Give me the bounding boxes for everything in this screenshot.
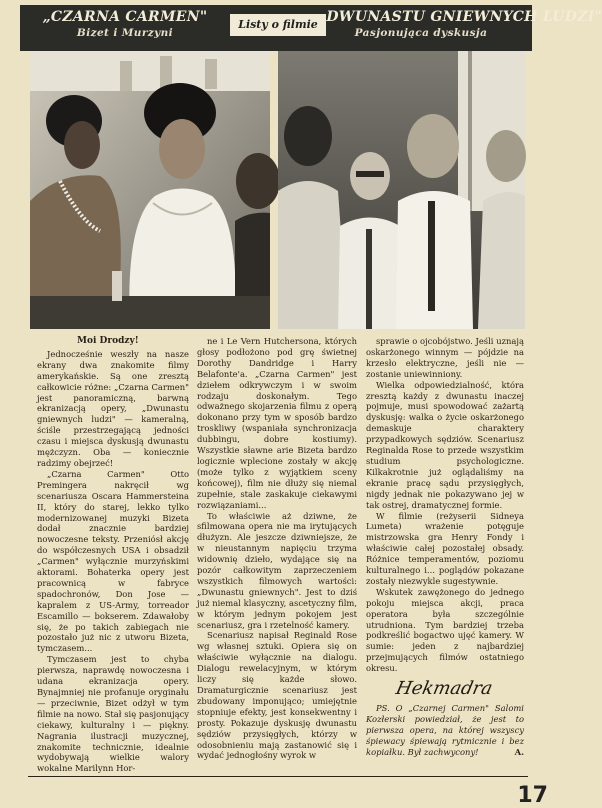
film-still-carmen-jones-photo <box>30 51 270 329</box>
article-column-1 <box>37 336 189 774</box>
paragraph: Wielka odpowiedzialność, która zresztą każdy z dwunastu inaczej pojmuje, musi spowodować zażartą dyskusję: walka o życie oskarżonego demaskuje charaktery przypadkowych sędziów. Scenariusz Reginalda Rose to przede wszystkim studium psychologiczne. Kilkakrotnie już oglądaliśmy na ekranie pracę sądu przysięgłych, nigdy jednak nie pokazywano jej w tak ostrej, dramatycznej formie. <box>366 379 524 510</box>
left-film-subtitle: Bizet i Murzyni <box>76 27 174 39</box>
right-film-subtitle: Pasjonująca dyskusja <box>354 27 488 39</box>
header-left <box>30 9 220 39</box>
paragraph: To właściwie aż dziwne, że sfilmowana opera nie ma irytujących dłużyzn. Ale jeszcze dziwniejsze, że w nieustannym napięciu trzyma widownię dzieło, wydające się na pozór całkowitym zaprzeczeniem wszystkich filmowych wartości: „Dwunastu gniewnych". Jest to dziś już niemal klasyczny, ascetyczny film, w którym jednym pokojem jest scenariusz, gra i rzetelność kamery. <box>197 510 357 630</box>
postscript <box>366 703 524 758</box>
article-column-2 <box>197 336 357 761</box>
paragraph: „Czarna Carmen" Otto Premingera nakręcił wg scenariusza Oscara Hammersteina II, który do starej, lekko tylko modernizowanej muzyki Bizeta dodał znacznie bardziej nowoczesne teksty. Przeniósł akcję do współczesnych USA i obsadził „Carmen" wyłącznie murzyńskimi aktorami. Bohaterka opery jest pracownicą w fabryce spadochronów, Don Jose — kapralem z US-Army, torreador Escamillo — bokserem. Zdawałoby się, że po takich zabiegach nie pozostało już nic z utworu Bizeta, tymczasem... <box>37 468 189 654</box>
film-still-twelve-angry-men-image <box>278 51 525 329</box>
right-film-title: „DWUNASTU GNIEWNYCH LUDZI" <box>318 9 602 25</box>
bottom-rule <box>28 776 528 777</box>
greeting: Moi Drodzy! <box>77 336 139 346</box>
article-body <box>0 336 558 776</box>
paragraph: Wskutek zawężonego do jednego pokoju miejsca akcji, praca operatora była szczególnie utrudniona. Tym bardziej trzeba podkreślić bogactwo ujęć kamery. W sumie: jeden z najbardziej przejmujących filmów ostatniego okresu. <box>366 586 524 674</box>
article-column-3 <box>366 336 524 758</box>
paragraph: Scenariusz napisał Reginald Rose wg własnej sztuki. Opiera się on właściwie wyłącznie na dialogu. Dialogu rewelacyjnym, w którym liczy się każde słowo. Dramaturgicznie scenariusz jest zbudowany imponująco; umiejętnie stopniuje efekty, jest konsekwentny i prosty. Pokazuje dyskusję dwunastu sędziów przysięgłych, którzy w odosobnieniu mają zastanowić się i wydać jednogłośny wyrok w <box>197 630 357 761</box>
section-label: Listy o filmie <box>230 14 326 36</box>
film-still-twelve-angry-men-photo <box>278 51 525 329</box>
paragraph: W filmie (reżyserii Sidneya Lumeta) wrażenie potęguje mistrzowska gra Henry Fondy i właściwie całej pozostałej obsady. Różnice temperamentów, poziomu kulturalnego i... poglądów pokazane zostały niezwykle sugestywnie. <box>366 510 524 586</box>
paragraph: Tymczasem jest to chyba pierwsza, naprawdę nowoczesna i udana ekranizacja opery. Bynajmniej nie profanuje oryginału — przeciwnie, Bizet odżył w tym filmie na nowo. Stał się pasjonujący ciekawy, kulturalny i — piękny. Nagrania ilustracji muzycznej, znakomite technicznie, idealnie wydobywają wielkie walory wokalne Marilynn Hor- <box>37 654 189 774</box>
header-banner <box>20 5 602 51</box>
paragraph: Jednocześnie weszły na nasze ekrany dwa znakomite filmy amerykańskie. Są one zresztą całkowicie różne: „Czarna Carmen" jest panoramiczną, barwną ekranizacją opery, „Dwunastu gniewnych ludzi" — kameralną, ściśle przestrzegającą jedności czasu i miejsca dyskusją dwunastu mężczyzn. Oba — koniecznie radzimy obejrzeć! <box>37 348 189 468</box>
author-signature: Hekmadra <box>393 678 495 700</box>
postscript-initial: A. <box>514 746 524 757</box>
film-still-carmen-jones-image <box>30 51 270 329</box>
photo-strip <box>30 51 525 329</box>
paragraph: ne i Le Vern Hutchersona, których głosy podłożono pod grę świetnej Dorothy Dandridge i Harry Belafonte'a. „Czarna Carmen" jest dziełem odkrywczym i w swoim rodzaju doskonałym. Tego odważnego skojarzenia filmu z operą dokonano przy tym w sposób bardzo troskliwy (wspaniała synchronizacja dubbingu, dobre kostiumy). Wszystkie sławne arie Bizeta bardzo logicznie wplecione zostały w akcję (może tylko z wyjątkiem sceny końcowej), film nie dłuży się niemal zupełnie, stale zaskakuje ciekawymi rozwiązaniami... <box>197 336 357 510</box>
page-number: 17 <box>517 783 548 808</box>
paragraph: sprawie o ojcobójstwo. Jeśli uznają oskarżonego winnym — pójdzie na krzesło elektryczne, jeśli nie — zostanie uniewinniony. <box>366 336 524 379</box>
header-right <box>318 9 602 39</box>
postscript-text: PS. O „Czarnej Carmen" Salomi Kozłerski powiedział, że jest to pierwsza opera, na której wszyscy śpiewacy śpiewają rytmicznie i bez kopiałku. Był zachwycony! <box>366 703 524 757</box>
left-film-title: „CZARNA CARMEN" <box>42 9 208 25</box>
